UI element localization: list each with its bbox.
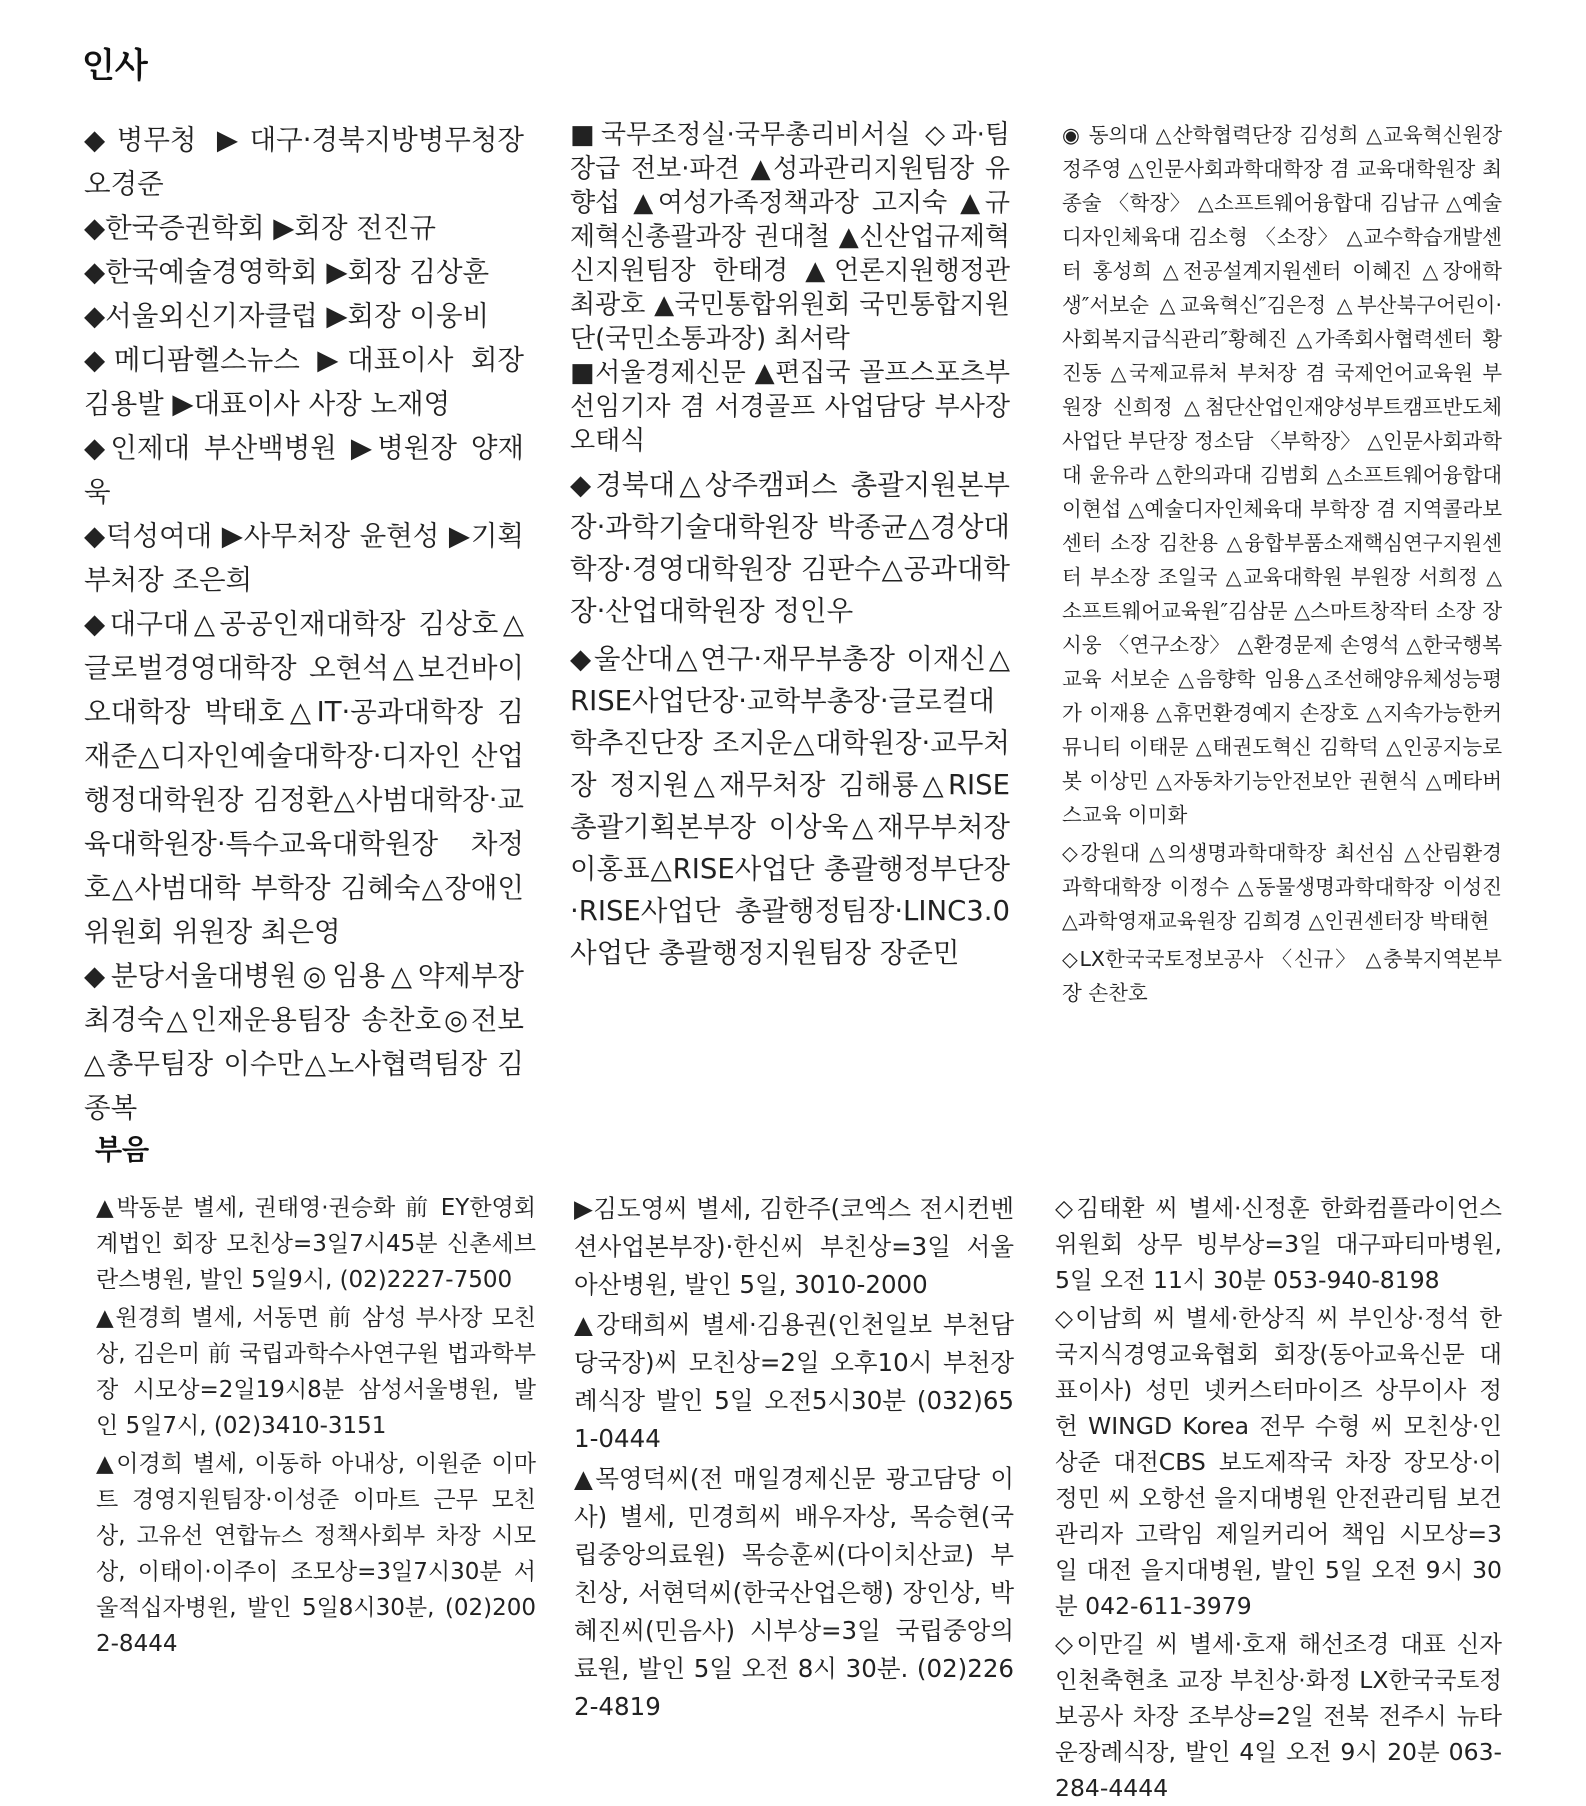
insa-column-2 bbox=[570, 118, 1010, 974]
article-paragraph: ◆메디팜헬스뉴스 ▶대표이사 회장 김용발 ▶대표이사 사장 노재영 bbox=[84, 344, 524, 420]
bueum-column-3 bbox=[1055, 1190, 1502, 1806]
article-paragraph: ◆분당서울대병원◎임용△약제부장 최경숙△인재운용팀장 송찬호◎전보△총무팀장 이수만△노사협력팀장 김종복 bbox=[84, 960, 524, 1124]
obituary-entry: ▲원경희 별세, 서동면 前 삼성 부사장 모친상, 김은미 前 국립과학수사연구원 법과학부장 시모상=2일19시8분 삼성서울병원, 발인 5일7시, (02)3410-3151 bbox=[96, 1305, 536, 1439]
article-paragraph: ◆병무청 ▶대구·경북지방병무청장 오경준 bbox=[84, 124, 524, 200]
insa-column-3 bbox=[1062, 118, 1502, 1010]
article-paragraph: ◆서울외신기자클럽 ▶회장 이웅비 bbox=[84, 300, 490, 332]
bueum-column-2 bbox=[574, 1190, 1014, 1726]
obituary-entry: ▲목영덕씨(전 매일경제신문 광고담당 이사) 별세, 민경희씨 배우자상, 목승현(국립중앙의료원) 목승훈씨(다이치산쿄) 부친상, 서현덕씨(한국산업은행) 장인상, 박혜진씨(민음사) 시부상=3일 국립중앙의료원, 발인 5일 오전 8시 30분. (02)2262-4819 bbox=[574, 1464, 1014, 1721]
article-paragraph: ◆대구대△공공인재대학장 김상호△글로벌경영대학장 오현석△보건바이오대학장 박태호△IT·공과대학장 김재준△디자인예술대학장·디자인 산업행정대학원장 김정환△사범대학장·교육대학원장·특수교육대학원장 차정호△사범대학 부학장 김혜숙△장애인위원회 위원장 최은영 bbox=[84, 608, 524, 948]
article-paragraph: ◆울산대△연구·재무부총장 이재신△RISE사업단장·교학부총장·글로컬대학추진단장 조지운△대학원장·교무처장 정지원△재무처장 김해룡△RISE총괄기획본부장 이상욱△재무부처장 이홍표△RISE사업단 총괄행정부단장·RISE사업단 총괄행정팀장·LINC3.0사업단 총괄행정지원팀장 장준민 bbox=[570, 643, 1010, 969]
obituary-entry: ◇이만길 씨 별세·호재 해선조경 대표 신자 인천축현초 교장 부친상·화정 LX한국국토정보공사 차장 조부상=2일 전북 전주시 뉴타운장례식장, 발인 4일 오전 9시 20분 063-284-4444 bbox=[1055, 1630, 1502, 1802]
article-paragraph: ◆한국증권학회 ▶회장 전진규 bbox=[84, 212, 436, 244]
obituary-entry: ▲박동분 별세, 권태영·권승화 前 EY한영회계법인 회장 모친상=3일7시45분 신촌세브란스병원, 발인 5일9시, (02)2227-7500 bbox=[96, 1195, 536, 1293]
section-title-insa: 인사 bbox=[82, 46, 148, 86]
bueum-column-1 bbox=[96, 1190, 536, 1662]
section-title-bueum: 부음 bbox=[95, 1133, 150, 1166]
article-paragraph: ◆인제대 부산백병원 ▶병원장 양재욱 bbox=[84, 432, 524, 508]
article-paragraph: ◇강원대 △의생명과학대학장 최선심 △산림환경과학대학장 이정수 △동물생명과학대학장 이성진 △과학영재교육원장 김희경 △인권센터장 박태현 bbox=[1062, 841, 1502, 933]
article-paragraph: ◆한국예술경영학회 ▶회장 김상훈 bbox=[84, 256, 490, 288]
insa-column-1 bbox=[84, 118, 524, 1130]
obituary-entry: ▲강태희씨 별세·김용권(인천일보 부천담당국장)씨 모친상=2일 오후10시 부천장례식장 발인 5일 오전5시30분 (032)651-0444 bbox=[574, 1310, 1014, 1453]
article-paragraph: ◉ 동의대 △산학협력단장 김성희 △교육혁신원장 정주영 △인문사회과학대학장 겸 교육대학원장 최종술 〈학장〉 △소프트웨어융합대 김남규 △예술디자인체육대 김소형 〈소장〉 △교수학습개발센터 홍성희 △전공설계지원센터 이혜진 △장애학생″서보순 △교육혁신″김은정 △부산북구어린이·사회복지급식관리″황혜진 △가족회사협력센터 황진동 △국제교류처 부처장 겸 국제언어교육원 부원장 신희정 △첨단산업인재양성부트캠프반도체사업단 부단장 정소담 〈부학장〉 △인문사회과학대 윤유라 △한의과대 김범회 △소프트웨어융합대 이현섭 △예술디자인체육대 부학장 겸 지역콜라보센터 소장 김찬용 △융합부품소재핵심연구지원센터 부소장 조일국 △교육대학원 부원장 서희정 △소프트웨어교육원″김삼문 △스마트창작터 소장 장시웅 〈연구소장〉 △환경문제 손영석 △한국행복교육 서보순 △음향학 임용△조선해양유체성능평가 이재용 △휴먼환경예지 손장호 △지속가능한커뮤니티 이태문 △태권도혁신 김학덕 △인공지능로봇 이상민 △자동차기능안전보안 권현식 △메타버스교육 이미화 bbox=[1062, 123, 1502, 827]
article-paragraph: ◆경북대△상주캠퍼스 총괄지원본부장·과학기술대학원장 박종균△경상대학장·경영대학원장 김판수△공과대학장·산업대학원장 정인우 bbox=[570, 469, 1010, 627]
article-paragraph: ■국무조정실·국무총리비서실 ◇과·팀장급 전보·파견 ▲성과관리지원팀장 유향섭 ▲여성가족정책과장 고지숙 ▲규제혁신총괄과장 권대철 ▲신산업규제혁신지원팀장 한태경 ▲언론지원행정관 최광호 ▲국민통합위원회 국민통합지원단(국민소통과장) 최서락 bbox=[570, 120, 1010, 354]
obituary-entry: ▶김도영씨 별세, 김한주(코엑스 전시컨벤션사업본부장)·한신씨 부친상=3일 서울아산병원, 발인 5일, 3010-2000 bbox=[574, 1194, 1014, 1299]
article-paragraph: ◆덕성여대 ▶사무처장 윤현성 ▶기획부처장 조은희 bbox=[84, 520, 524, 596]
article-paragraph: ■서울경제신문 ▲편집국 골프스포츠부 선임기자 겸 서경골프 사업담당 부사장 오태식 bbox=[570, 358, 1010, 456]
obituary-entry: ▲이경희 별세, 이동하 아내상, 이원준 이마트 경영지원팀장·이성준 이마트 근무 모친상, 고유선 연합뉴스 정책사회부 차장 시모상, 이태이·이주이 조모상=3일7시30분 서울적십자병원, 발인 5일8시30분, (02)2002-8444 bbox=[96, 1451, 536, 1657]
obituary-entry: ◇이남희 씨 별세·한상직 씨 부인상·정석 한국지식경영교육협회 회장(동아교육신문 대표이사) 성민 넷커스터마이즈 상무이사 정헌 WINGD Korea 전무 수형 씨 모친상·인상준 대전CBS 보도제작국 차장 장모상·이정민 씨 오항선 을지대병원 안전관리팀 보건관리자 고락임 제일커리어 책임 시모상=3일 대전 을지대병원, 발인 5일 오전 9시 30분 042-611-3979 bbox=[1055, 1304, 1502, 1620]
article-paragraph: ◇LX한국국토정보공사 〈신규〉 △충북지역본부장 손찬호 bbox=[1062, 947, 1502, 1005]
obituary-entry: ◇김태환 씨 별세·신정훈 한화컴플라이언스위원회 상무 빙부상=3일 대구파티마병원, 5일 오전 11시 30분 053-940-8198 bbox=[1055, 1194, 1502, 1294]
